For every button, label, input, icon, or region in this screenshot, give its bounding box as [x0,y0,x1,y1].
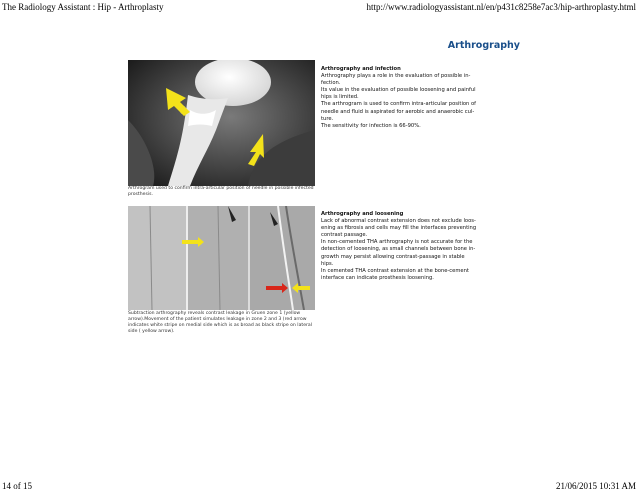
block-line: hips is limited. [321,94,359,101]
block-line: contrast passage. [321,232,368,239]
page-counter: 14 of 15 [2,481,32,491]
block-line: hips. [321,260,334,267]
block-line: The arthrogram is used to confirm intra-articular position of [321,101,476,108]
block-line: ture. [321,115,334,122]
block-line: fection. [321,80,341,87]
block-line: In non-cemented THA arthrography is not accurate for the [321,239,473,246]
figure-caption-1: Arthrogram used to confirm intra-articular position of needle in possible infected prosthesis. [128,186,314,197]
block-line: In cemented THA contrast extension at the bone-cement [321,267,469,274]
header-title: The Radiology Assistant : Hip - Arthroplasty [2,2,164,12]
arthrogram-image [128,60,315,186]
block-line: interface can indicate prosthesis loosening. [321,274,434,281]
block-line: detection of loosening, as small channels between bone in- [321,246,476,253]
block-heading: Arthrography and loosening [321,211,404,217]
browser-print-footer [0,480,638,492]
browser-print-header [0,1,638,13]
block-line: Its value in the evaluation of possible loosening and painful [321,87,476,94]
text-block-infection [321,66,511,130]
block-line: Arthrography plays a role in the evaluation of possible in- [321,73,471,80]
section-title: Arthrography [447,40,520,51]
block-line: growth may persist allowing contrast-passage in stable [321,253,465,260]
header-url[interactable]: http://www.radiologyassistant.nl/en/p431c8258e7ac3/hip-arthroplasty.html [366,2,636,12]
subtraction-arthrography-image [128,206,315,310]
figure-caption-2: Subtraction arthrography reveals contrast leakage in Gruen zone 1 (yellow arrow).Movement of the patient simulates leakage in zone 2 and 3 (red arrow indicates white stripe on medial side which is as broad as black stripe on lateral side ( yellow arrow). [128,311,313,334]
block-line: The sensitivity for infection is 66-90%. [321,122,421,129]
block-line: Lack of abnormal contrast extension does not exclude loos- [321,218,476,225]
block-heading: Arthrography and infection [321,66,401,72]
block-line: ening as fibrosis and cells may fill the interfaces preventing [321,225,477,232]
block-line: needle and fluid is aspirated for aerobic and anaerobic cul- [321,108,475,115]
text-block-loosening [321,211,511,282]
print-timestamp: 21/06/2015 10:31 AM [555,481,636,491]
